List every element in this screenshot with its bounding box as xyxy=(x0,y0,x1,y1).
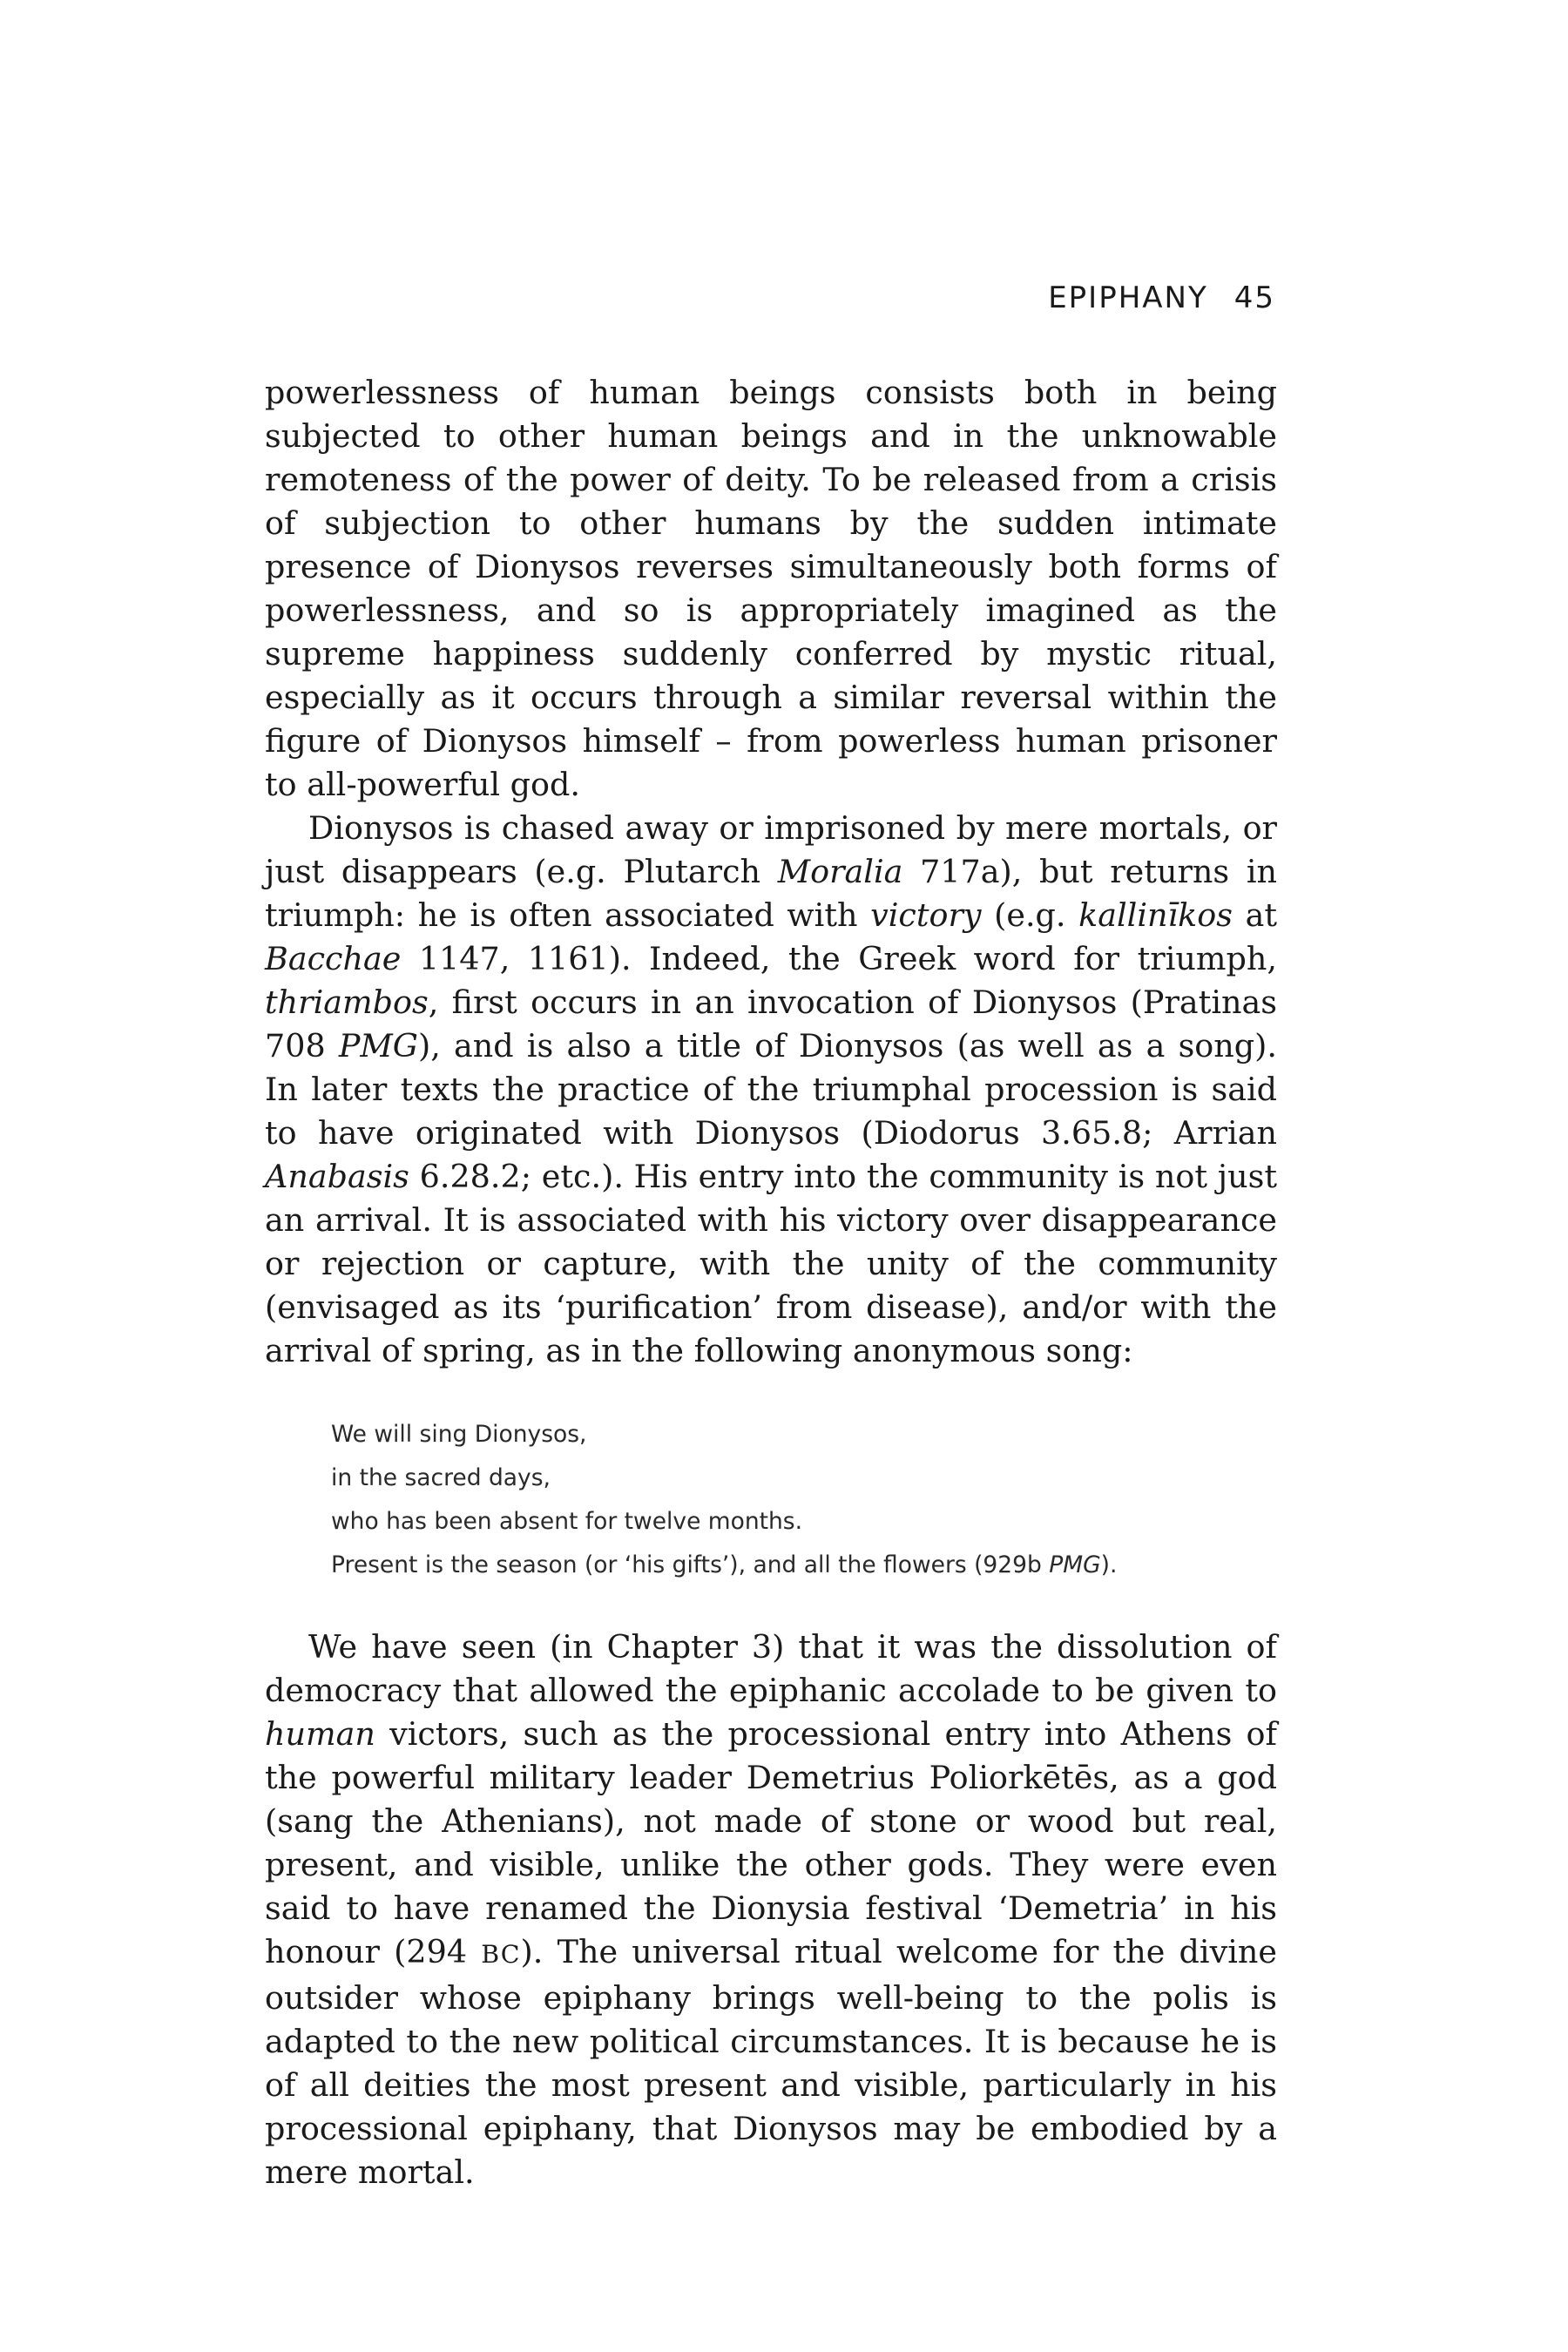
italic-run: Moralia xyxy=(777,853,903,890)
paragraph-1: powerlessness of human beings consists both in being subjected to other human beings and in the unknowable remoteness of the power of deity. To be released from a crisis of subjection to other humans by the sudden intimate presence of Dionysos reverses simultaneously both forms of powerlessness, and so is appropriately imagined as the supreme happiness suddenly conferred by mystic ritual, especially as it occurs through a similar reversal within the figure of Dionysos himself – from powerless human prisoner to all-powerful god. xyxy=(265,374,1277,803)
quote-line-4 xyxy=(331,1544,1277,1587)
italic-run: PMG xyxy=(1049,1551,1101,1578)
text-run: , first occurs in an invocation of Dionysos (Pratinas 708 xyxy=(265,983,1277,1064)
text-run: 717a), but returns in triumph: he is often associated with xyxy=(265,853,1277,934)
paragraph-3 xyxy=(265,1625,1277,2194)
small-caps-run: BC xyxy=(481,1940,521,1969)
text-run: ). The universal ritual welcome for the divine outsider whose epiphany brings well-being to the polis is adapted to the new political circumstances. It is because he is of all deities the most present and visible, particularly in his processional epiphany, that Dionysos may be embodied by a mere mortal. xyxy=(265,1933,1277,2191)
italic-run: human xyxy=(265,1715,375,1753)
paragraph-2 xyxy=(265,807,1277,1373)
text-run: victors, such as the processional entry into Athens of the powerful military leader Demetrius Poliorkētēs, as a god (sang the Athenians), not made of stone or wood but real, present, and visible, unlike the other gods. They were even said to have renamed the Dionysia festival ‘Demetria’ in his honour (294 xyxy=(265,1715,1277,1970)
quote-line-1: We will sing Dionysos, xyxy=(331,1421,587,1448)
block-quote xyxy=(331,1413,1277,1587)
italic-run: Anabasis xyxy=(265,1158,409,1195)
italic-run: victory xyxy=(870,896,982,934)
text-run: We have seen (in Chapter 3) that it was the dissolution of democracy that allowed the epiphanic accolade to be given to xyxy=(265,1628,1277,1709)
text-run: (e.g. xyxy=(981,896,1079,934)
quote-line-2: in the sacred days, xyxy=(331,1464,551,1491)
text-run: Present is the season (or ‘his gifts’), and all the flowers (929b xyxy=(331,1551,1050,1578)
text-run: at xyxy=(1233,896,1277,934)
text-run: 6.28.2; etc.). His entry into the community is not just an arrival. It is associated with his victory over disappearance or rejection or capture, with the unity of the community (envisaged as its ‘purification’ from disease), and/or with the arrival of spring, as in the following anonymous song: xyxy=(265,1158,1277,1369)
text-run: 1147, 1161). Indeed, the Greek word for triumph, xyxy=(401,940,1277,977)
page-number: 45 xyxy=(1233,280,1275,315)
body-text xyxy=(265,371,1277,2194)
running-head xyxy=(1048,280,1275,315)
chapter-title: EPIPHANY xyxy=(1048,280,1208,315)
italic-run: thriambos xyxy=(265,983,429,1021)
italic-run: kallinīkos xyxy=(1078,896,1233,934)
text-run: ). xyxy=(1100,1551,1118,1578)
text-run: Dionysos is chased away or imprisoned by mere mortals, or just disappears (e.g. Plutarch xyxy=(265,809,1277,890)
italic-run: Bacchae xyxy=(265,940,402,977)
text-run: ), and is also a title of Dionysos (as well as a song). In later texts the practice of the triumphal procession is said to have originated with Dionysos (Diodorus 3.65.8; Arrian xyxy=(265,1027,1277,1152)
italic-run: PMG xyxy=(338,1027,418,1064)
quote-line-3: who has been absent for twelve months. xyxy=(331,1508,803,1535)
